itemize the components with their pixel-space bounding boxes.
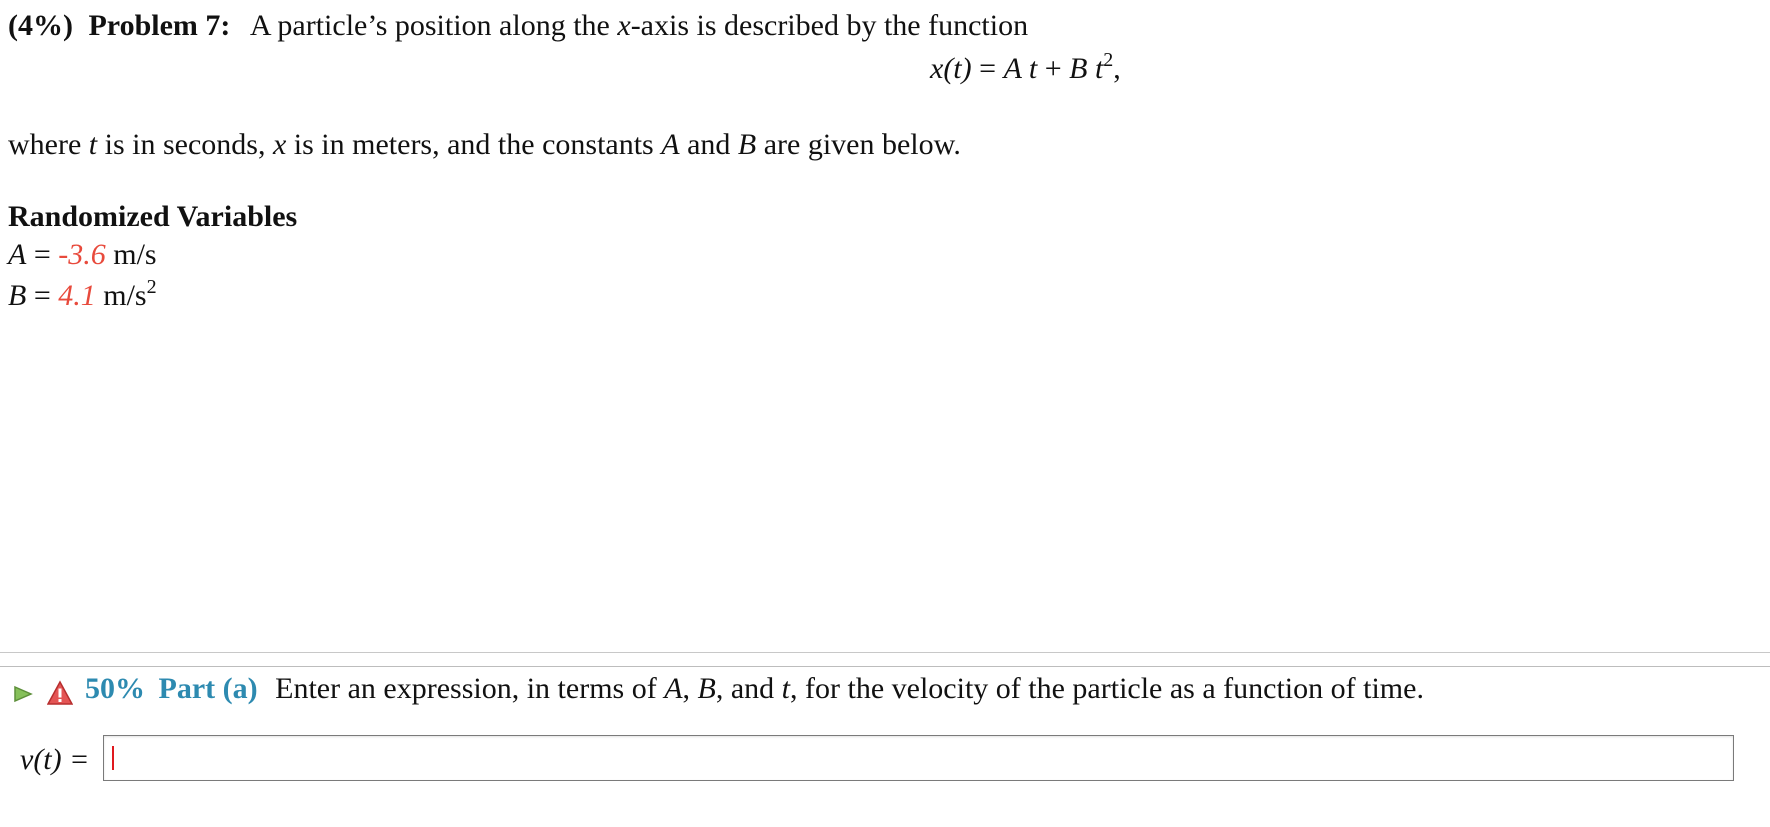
play-arrow-icon[interactable]: [12, 683, 34, 705]
where-text-4: and: [679, 128, 738, 161]
position-equation: [930, 49, 1121, 86]
where-text-1: where: [8, 128, 89, 161]
where-a: A: [661, 128, 680, 161]
where-statement: [8, 128, 961, 162]
problem-weight: (4%): [8, 9, 73, 42]
problem-statement: [8, 9, 1028, 43]
problem-text-x: x: [617, 9, 631, 42]
variable-a-unit: m/s: [105, 238, 157, 271]
part-a-text-4: , for the velocity of the particle as a function of time.: [790, 672, 1424, 705]
equation-comma: ,: [1113, 52, 1121, 85]
where-t: t: [88, 128, 98, 161]
part-a-b: B: [697, 672, 716, 705]
variable-b-value: 4.1: [58, 279, 96, 312]
velocity-answer-input[interactable]: [103, 735, 1734, 781]
variable-b-equals: =: [26, 279, 59, 312]
equation-a: A: [1003, 52, 1022, 85]
where-text-3: is in meters, and the constants: [286, 128, 662, 161]
randomized-variables-heading: Randomized Variables: [8, 200, 298, 233]
part-a-text-2: ,: [682, 672, 698, 705]
problem-label: Problem 7:: [88, 9, 231, 42]
equation-exponent: 2: [1103, 49, 1114, 71]
warning-icon: [47, 680, 73, 706]
variable-b-unit: m/s: [95, 279, 147, 312]
part-a-text-3: , and: [715, 672, 782, 705]
part-a-percent: 50%: [85, 672, 145, 705]
variable-b-symbol: B: [8, 279, 27, 312]
part-a-question: [85, 672, 1424, 706]
variable-a-value: -3.6: [58, 238, 106, 271]
variable-b-unit-exponent: 2: [146, 276, 157, 298]
variable-a-equals: =: [26, 238, 59, 271]
randomized-variable-b: [8, 276, 157, 313]
part-a-label: Part (a): [158, 672, 258, 705]
variable-a-symbol: A: [8, 238, 27, 271]
where-text-5: are given below.: [756, 128, 961, 161]
problem-text-pre: A particle’s position along the: [249, 9, 618, 42]
randomized-variable-a: [8, 238, 157, 272]
text-cursor: [112, 746, 114, 770]
part-a-text-1: Enter an expression, in terms of: [275, 672, 665, 705]
equation-equals: =: [971, 52, 1004, 85]
equation-lhs: x(t): [930, 52, 972, 85]
section-divider: [0, 652, 1770, 653]
equation-t2: t: [1087, 52, 1104, 85]
equation-b: B: [1069, 52, 1088, 85]
where-x: x: [272, 128, 287, 161]
problem-text-post: -axis is described by the function: [630, 9, 1029, 42]
equation-t1: t: [1021, 52, 1038, 85]
equation-plus: +: [1037, 52, 1070, 85]
where-text-2: is in seconds,: [97, 128, 273, 161]
answer-label: v(t) =: [20, 743, 90, 776]
part-a-t: t: [781, 672, 791, 705]
where-b: B: [737, 128, 757, 161]
part-a-a: A: [664, 672, 683, 705]
